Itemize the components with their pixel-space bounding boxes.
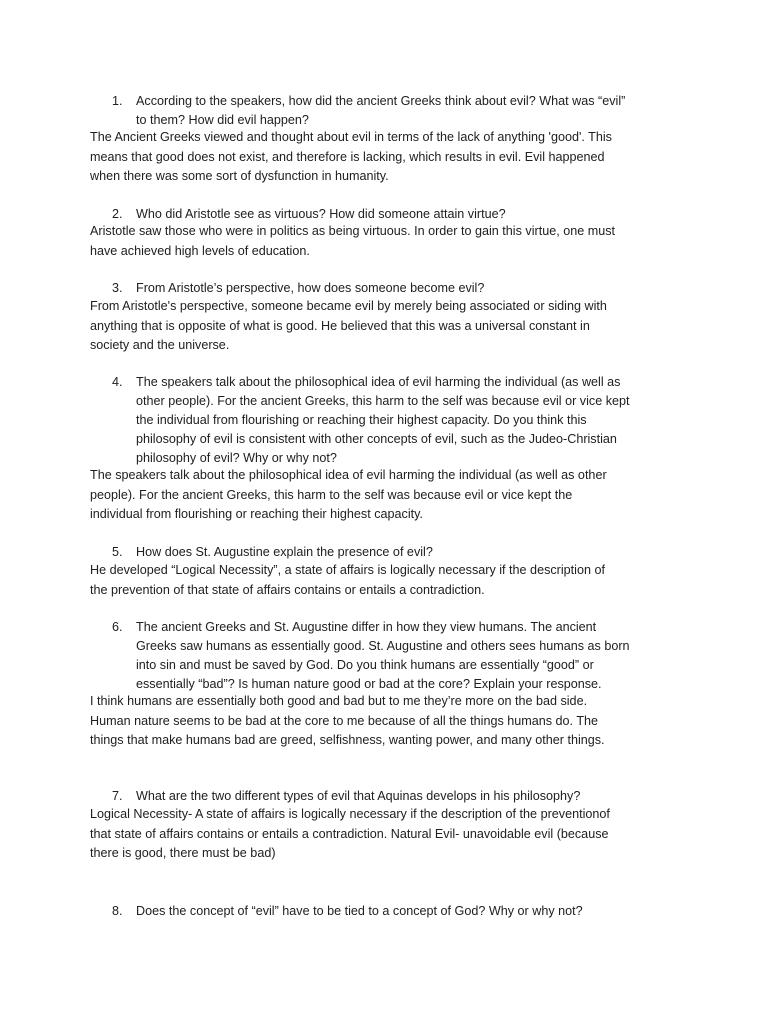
question-line: The ancient Greeks and St. Augustine differ in how they view humans. The ancient <box>136 620 597 634</box>
question-line: Who did Aristotle see as virtuous? How did someone attain virtue? <box>136 207 506 221</box>
answer-line: I think humans are essentially both good and bad but to me they’re more on the bad side. <box>90 694 588 708</box>
answer-line: that state of affairs contains or entails a contradiction. Natural Evil- unavoidable evil (because <box>90 826 609 841</box>
answer-line: means that good does not exist, and therefore is lacking, which results in evil. Evil happened <box>90 149 605 164</box>
answer-line: individual from flourishing or reaching their highest capacity. <box>90 507 423 522</box>
answer-line: Aristotle saw those who were in politics as being virtuous. In order to gain this virtue, one must <box>90 224 615 238</box>
question-4 <box>112 373 692 468</box>
answer-4 <box>90 466 730 525</box>
answer-2 <box>90 222 730 261</box>
answer-line: He developed “Logical Necessity”, a state of affairs is logically necessary if the description of <box>90 563 605 577</box>
answer-6 <box>90 692 730 751</box>
question-line: According to the speakers, how did the ancient Greeks think about evil? What was “evil” <box>136 94 626 108</box>
question-8 <box>112 902 692 921</box>
question-number: 8. <box>112 904 123 918</box>
answer-3 <box>90 297 730 356</box>
question-number: 6. <box>112 620 123 634</box>
answer-line: society and the universe. <box>90 338 230 353</box>
answer-line: things that make humans bad are greed, selfishness, wanting power, and many other things. <box>90 733 605 748</box>
answer-5 <box>90 561 730 600</box>
question-number: 1. <box>112 94 123 108</box>
answer-line: people). For the ancient Greeks, this harm to the self was because evil or vice kept the <box>90 487 573 502</box>
question-number: 4. <box>112 375 123 389</box>
answer-7 <box>90 805 730 864</box>
question-5 <box>112 543 692 562</box>
answer-line: From Aristotle's perspective, someone became evil by merely being associated or siding with <box>90 299 607 313</box>
answer-line: have achieved high levels of education. <box>90 243 310 258</box>
question-6 <box>112 618 692 694</box>
question-line: Does the concept of “evil” have to be tied to a concept of God? Why or why not? <box>136 904 583 918</box>
question-line: Greeks saw humans as essentially good. St. Augustine and others sees humans as born <box>136 639 630 653</box>
question-line: The speakers talk about the philosophical idea of evil harming the individual (as well as <box>136 375 621 389</box>
question-number: 3. <box>112 281 123 295</box>
answer-line: Human nature seems to be bad at the core to me because of all the things humans do. The <box>90 713 599 728</box>
question-number: 5. <box>112 545 123 559</box>
question-line: the individual from flourishing or reaching their highest capacity. Do you think this <box>136 413 587 427</box>
answer-line: there is good, there must be bad) <box>90 846 276 861</box>
question-line: From Aristotle’s perspective, how does someone become evil? <box>136 281 485 295</box>
question-line: philosophy of evil is consistent with other concepts of evil, such as the Judeo-Christian <box>136 432 617 446</box>
answer-1 <box>90 128 730 187</box>
question-7 <box>112 787 692 806</box>
question-line: to them? How did evil happen? <box>136 113 309 127</box>
question-line: What are the two different types of evil that Aquinas develops in his philosophy? <box>136 789 581 803</box>
answer-line: Logical Necessity- A state of affairs is logically necessary if the description of the preventionof <box>90 807 610 821</box>
question-line: essentially “bad”? Is human nature good or bad at the core? Explain your response. <box>136 677 602 691</box>
question-line: How does St. Augustine explain the presence of evil? <box>136 545 433 559</box>
answer-line: the prevention of that state of affairs contains or entails a contradiction. <box>90 582 485 597</box>
question-line: other people). For the ancient Greeks, this harm to the self was because evil or vice kept <box>136 394 630 408</box>
question-number: 7. <box>112 789 123 803</box>
answer-line: The Ancient Greeks viewed and thought about evil in terms of the lack of anything 'good'. This <box>90 130 612 144</box>
question-3 <box>112 279 692 298</box>
question-line: philosophy of evil? Why or why not? <box>136 451 337 465</box>
answer-line: The speakers talk about the philosophical idea of evil harming the individual (as well as other <box>90 468 607 482</box>
answer-line: anything that is opposite of what is good. He believed that this was a universal constant in <box>90 318 590 333</box>
question-number: 2. <box>112 207 123 221</box>
question-line: into sin and must be saved by God. Do you think humans are essentially “good” or <box>136 658 594 672</box>
answer-line: when there was some sort of dysfunction in humanity. <box>90 169 389 184</box>
question-1 <box>112 92 692 130</box>
